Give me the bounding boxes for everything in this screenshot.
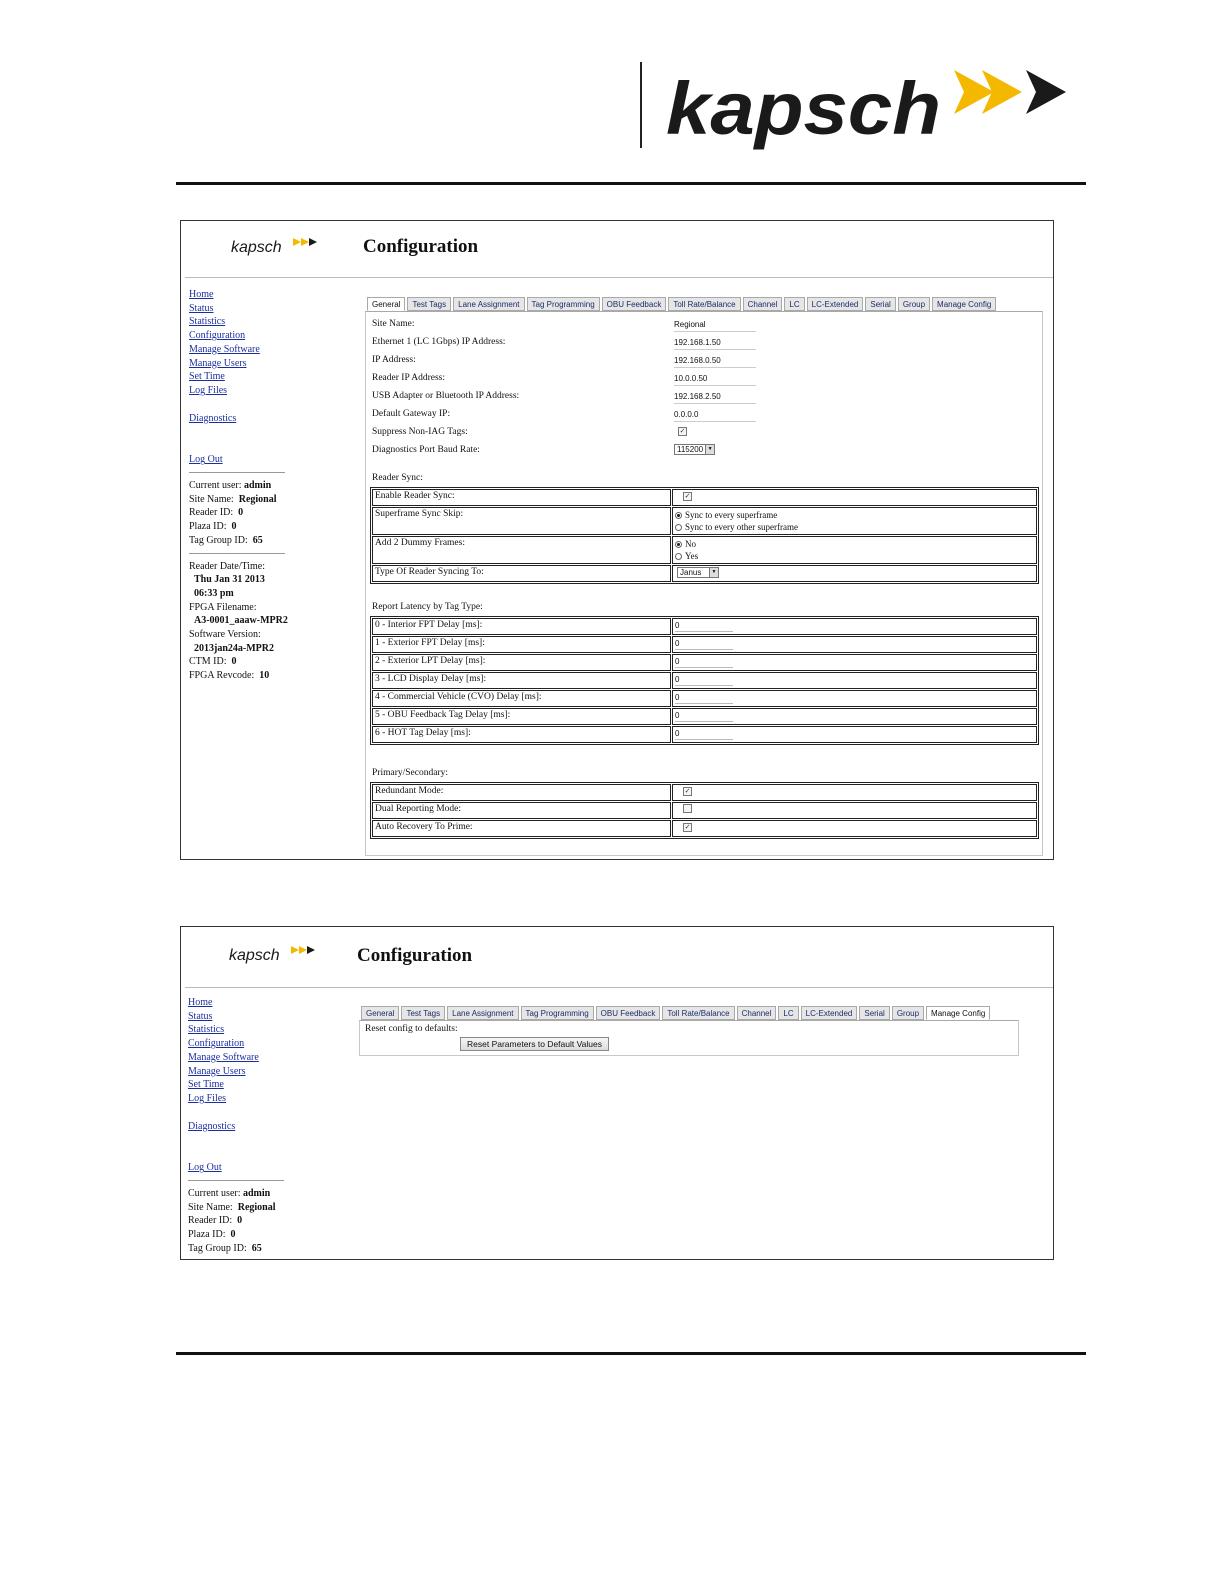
sync-type-value: Janus [680, 568, 702, 577]
reader-id-value: 0 [237, 1215, 243, 1227]
latency-input[interactable]: 0 [675, 710, 733, 722]
plaza-id [188, 1228, 284, 1242]
chevron-down-icon: ▼ [705, 445, 714, 454]
plaza-id-label: Plaza ID: [189, 521, 227, 533]
table-row [372, 784, 1037, 801]
latency-input[interactable]: 0 [675, 638, 733, 650]
tab-lc-extended[interactable]: LC-Extended [801, 1006, 858, 1020]
tag-group-id [189, 534, 288, 548]
nav-home[interactable]: Home [188, 997, 213, 1008]
field-reader-ip [372, 372, 1032, 388]
tag-group-value: 65 [252, 534, 263, 546]
dummy-frames-label: Add 2 Dummy Frames: [372, 536, 671, 564]
enable-sync-cell [672, 489, 1037, 506]
footer-rule [176, 1352, 1086, 1355]
field-label: Site Name: [372, 319, 415, 329]
reset-config-label: Reset config to defaults: [365, 1024, 458, 1034]
nav-configuration[interactable]: Configuration [188, 1038, 245, 1050]
fpga-filename-label: FPGA Filename: [189, 601, 257, 613]
field-label: Ethernet 1 (LC 1Gbps) IP Address: [372, 337, 506, 347]
option-label: No [685, 539, 696, 549]
ethernet1-ip-input[interactable]: 192.168.1.50 [674, 336, 756, 350]
tab-obu-feedback[interactable]: OBU Feedback [596, 1006, 661, 1020]
usb-bluetooth-ip-input[interactable]: 192.168.2.50 [674, 390, 756, 404]
tag-group-id [188, 1242, 284, 1256]
page-title: Configuration [363, 236, 479, 257]
latency-cell [672, 672, 1037, 689]
tab-group[interactable]: Group [892, 1006, 924, 1020]
suppress-non-iag-checkbox[interactable]: ✓ [679, 427, 686, 435]
site-name [188, 1201, 284, 1215]
plaza-id [189, 520, 288, 534]
ctm-id-value: 0 [231, 656, 237, 668]
auto-recovery-cell [672, 820, 1037, 837]
site-name-label: Site Name: [188, 1201, 233, 1213]
primary-secondary-title: Primary/Secondary: [372, 768, 448, 778]
auto-recovery-checkbox[interactable]: ✓ [684, 823, 691, 831]
latency-input[interactable]: 0 [675, 656, 733, 668]
dummy-frames-options [672, 536, 1037, 564]
svg-text:kapsch: kapsch [666, 67, 941, 150]
latency-cell [672, 690, 1037, 707]
nav-log-files[interactable]: Log Files [189, 384, 228, 396]
plaza-id-value: 0 [230, 1229, 236, 1241]
auto-recovery-label: Auto Recovery To Prime: [372, 820, 671, 837]
table-row [372, 726, 1037, 743]
sidebar-divider [189, 472, 285, 473]
dummy-frames-option[interactable] [675, 550, 1034, 562]
enable-sync-label: Enable Reader Sync: [372, 489, 671, 506]
reader-date-label: Reader Date/Time: [189, 560, 266, 572]
tag-group-label: Tag Group ID: [189, 534, 248, 546]
latency-label: 4 - Commercial Vehicle (CVO) Delay [ms]: [372, 690, 671, 707]
tab-tag-programming[interactable]: Tag Programming [521, 1006, 594, 1020]
site-name-value: Regional [237, 1201, 276, 1213]
field-label: Reader IP Address: [372, 373, 445, 383]
tab-lc-extended[interactable]: LC-Extended [807, 297, 864, 311]
svg-text:kapsch: kapsch [231, 239, 282, 256]
baud-rate-value: 115200 [677, 445, 704, 454]
radio-button[interactable] [675, 541, 682, 548]
reader-ip-input[interactable]: 10.0.0.50 [674, 372, 756, 386]
ctm-id-label: CTM ID: [189, 656, 227, 668]
latency-cell [672, 618, 1037, 635]
latency-label: 3 - LCD Display Delay [ms]: [372, 672, 671, 689]
kapsch-logo [664, 62, 1074, 152]
tab-general[interactable]: General [367, 297, 405, 311]
latency-cell [672, 726, 1037, 743]
nav-status[interactable]: Status [188, 1010, 213, 1022]
redundant-mode-cell [672, 784, 1037, 801]
svg-text:kapsch: kapsch [229, 947, 280, 964]
latency-label: 2 - Exterior LPT Delay [ms]: [372, 654, 671, 671]
field-label: Suppress Non-IAG Tags: [372, 427, 468, 437]
latency-label: 5 - OBU Feedback Tag Delay [ms]: [372, 708, 671, 725]
baud-rate-select[interactable] [674, 444, 715, 455]
nav-diagnostics[interactable]: Diagnostics [189, 412, 237, 424]
field-default-gateway [372, 408, 1032, 424]
latency-cell [672, 636, 1037, 653]
tab-toll-rate-balance[interactable]: Toll Rate/Balance [662, 1006, 734, 1020]
latency-cell [672, 708, 1037, 725]
tab-manage-config[interactable]: Manage Config [926, 1006, 990, 1020]
fpga-revcode-label: FPGA Revcode: [189, 670, 255, 682]
header-divider [640, 62, 642, 148]
sidebar-divider [188, 1180, 284, 1181]
table-row [372, 565, 1037, 582]
table-row [372, 672, 1037, 689]
tab-lane-assignment[interactable]: Lane Assignment [447, 1006, 518, 1020]
sidebar [189, 288, 288, 683]
sync-type-select[interactable] [677, 567, 719, 578]
kapsch-logo-small [231, 235, 323, 257]
table-row [372, 820, 1037, 837]
nav-manage-users[interactable]: Manage Users [188, 1065, 246, 1077]
field-ip-address [372, 354, 1032, 370]
nav-home[interactable]: Home [189, 289, 214, 300]
option-label: Sync to every superframe [685, 510, 778, 520]
logout-link[interactable]: Log Out [188, 1162, 222, 1174]
table-row [372, 636, 1037, 653]
tab-test-tags[interactable]: Test Tags [401, 1006, 445, 1020]
plaza-id-value: 0 [231, 521, 237, 533]
header-rule [176, 182, 1086, 185]
table-row [372, 708, 1037, 725]
nav-statistics[interactable]: Statistics [189, 316, 226, 328]
radio-button[interactable] [675, 524, 682, 531]
latency-input[interactable]: 0 [675, 674, 733, 686]
ip-address-input[interactable]: 192.168.0.50 [674, 354, 756, 368]
latency-label: 0 - Interior FPT Delay [ms]: [372, 618, 671, 635]
general-panel [365, 311, 1043, 856]
nav-set-time[interactable]: Set Time [188, 1079, 224, 1091]
nav-set-time[interactable]: Set Time [189, 371, 225, 383]
site-name [189, 493, 288, 507]
reader-id-label: Reader ID: [188, 1215, 233, 1227]
table-row [372, 618, 1037, 635]
dual-reporting-label: Dual Reporting Mode: [372, 802, 671, 819]
reader-time: 06:33 pm [194, 587, 234, 599]
reader-id [189, 506, 288, 520]
tab-lc[interactable]: LC [778, 1006, 798, 1020]
table-row [372, 654, 1037, 671]
reset-defaults-button[interactable]: Reset Parameters to Default Values [460, 1037, 609, 1051]
sync-skip-option[interactable] [675, 509, 1034, 521]
software-version: 2013jan24a-MPR2 [194, 642, 274, 654]
chevron-down-icon: ▼ [709, 568, 718, 577]
nav-manage-software[interactable]: Manage Software [188, 1051, 259, 1063]
latency-label: 6 - HOT Tag Delay [ms]: [372, 726, 671, 743]
sync-type-label: Type Of Reader Syncing To: [372, 565, 671, 582]
current-user-label: Current user: [188, 1188, 241, 1200]
sidebar [188, 996, 284, 1260]
tag-group-label: Tag Group ID: [188, 1242, 247, 1254]
nav-diagnostics[interactable]: Diagnostics [188, 1120, 236, 1132]
reader-id-value: 0 [238, 507, 244, 519]
radio-button[interactable] [675, 512, 682, 519]
tab-manage-config[interactable]: Manage Config [932, 297, 996, 311]
plaza-id-label: Plaza ID: [188, 1229, 226, 1241]
nav-status[interactable]: Status [189, 302, 214, 314]
field-label: IP Address: [372, 355, 416, 365]
page-title: Configuration [357, 945, 473, 966]
reader-id [188, 1214, 284, 1228]
current-user-value: admin [243, 1188, 271, 1200]
ctm-id [189, 655, 288, 669]
field-usb-bluetooth-ip [372, 390, 1032, 406]
fpga-revcode-value: 10 [259, 670, 270, 682]
fpga-filename: A3-0001_aaaw-MPR2 [194, 615, 288, 627]
tab-general[interactable]: General [361, 1006, 399, 1020]
latency-label: 1 - Exterior FPT Delay [ms]: [372, 636, 671, 653]
reader-date: Thu Jan 31 2013 [194, 574, 265, 586]
fpga-revcode [189, 669, 288, 683]
current-user-label: Current user: [189, 480, 242, 492]
nav-configuration[interactable]: Configuration [189, 330, 246, 342]
current-user [188, 1187, 284, 1201]
config-tabs [361, 1006, 990, 1020]
dual-reporting-checkbox[interactable] [683, 804, 692, 813]
field-label: Diagnostics Port Baud Rate: [372, 445, 480, 455]
redundant-mode-checkbox[interactable]: ✓ [684, 787, 691, 795]
latency-input[interactable]: 0 [675, 692, 733, 704]
latency-title: Report Latency by Tag Type: [372, 602, 483, 612]
dual-reporting-cell [672, 802, 1037, 819]
sync-type-cell [672, 565, 1037, 582]
enable-sync-checkbox[interactable]: ✓ [684, 492, 691, 500]
field-ethernet1-ip [372, 336, 1032, 352]
dummy-frames-option[interactable] [675, 538, 1034, 550]
tab-lc[interactable]: LC [784, 297, 804, 311]
sync-skip-label: Superframe Sync Skip: [372, 507, 671, 535]
default-gateway-input[interactable]: 0.0.0.0 [674, 408, 756, 422]
tab-channel[interactable]: Channel [743, 297, 783, 311]
tab-test-tags[interactable]: Test Tags [407, 297, 451, 311]
kapsch-logo-small [229, 943, 321, 965]
tag-group-value: 65 [251, 1242, 262, 1254]
field-baud-rate [372, 444, 1032, 460]
tab-toll-rate-balance[interactable]: Toll Rate/Balance [668, 297, 740, 311]
latency-cell [672, 654, 1037, 671]
header-divider [185, 277, 1053, 278]
logout-link[interactable]: Log Out [189, 454, 223, 466]
latency-input[interactable]: 0 [675, 620, 733, 632]
site-name-input[interactable]: Regional [674, 318, 756, 332]
field-label: USB Adapter or Bluetooth IP Address: [372, 391, 520, 401]
field-site-name [372, 318, 1032, 334]
config-general-screenshot [180, 220, 1054, 860]
current-user [189, 479, 288, 493]
primary-secondary-table [370, 782, 1039, 839]
manage-config-panel [359, 1020, 1019, 1056]
tab-tag-programming[interactable]: Tag Programming [527, 297, 600, 311]
option-label: Sync to every other superframe [685, 522, 798, 532]
table-row [372, 507, 1037, 535]
option-label: Yes [685, 551, 699, 561]
reader-id-label: Reader ID: [189, 507, 234, 519]
reader-sync-title: Reader Sync: [372, 473, 423, 483]
table-row [372, 489, 1037, 506]
table-row [372, 536, 1037, 564]
header-divider [185, 987, 1053, 988]
redundant-mode-label: Redundant Mode: [372, 784, 671, 801]
radio-button[interactable] [675, 553, 682, 560]
software-version-label: Software Version: [189, 629, 261, 641]
current-user-value: admin [244, 480, 272, 492]
field-suppress-non-iag [372, 426, 1032, 442]
tab-serial[interactable]: Serial [865, 297, 895, 311]
sync-skip-option[interactable] [675, 521, 1034, 533]
tab-lane-assignment[interactable]: Lane Assignment [453, 297, 524, 311]
latency-table [370, 616, 1039, 745]
nav-manage-software[interactable]: Manage Software [189, 343, 260, 355]
nav-log-files[interactable]: Log Files [188, 1092, 227, 1104]
sidebar-divider [189, 553, 285, 554]
config-tabs [367, 297, 996, 311]
table-row [372, 802, 1037, 819]
site-name-value: Regional [238, 493, 277, 505]
tab-channel[interactable]: Channel [737, 1006, 777, 1020]
nav-manage-users[interactable]: Manage Users [189, 357, 247, 369]
reader-sync-table [370, 487, 1039, 584]
tab-obu-feedback[interactable]: OBU Feedback [602, 297, 667, 311]
tab-serial[interactable]: Serial [859, 1006, 889, 1020]
field-label: Default Gateway IP: [372, 409, 451, 419]
nav-statistics[interactable]: Statistics [188, 1024, 225, 1036]
config-manage-screenshot [180, 926, 1054, 1260]
sync-skip-options [672, 507, 1037, 535]
tab-group[interactable]: Group [898, 297, 930, 311]
site-name-label: Site Name: [189, 493, 234, 505]
table-row [372, 690, 1037, 707]
latency-input[interactable]: 0 [675, 728, 733, 740]
